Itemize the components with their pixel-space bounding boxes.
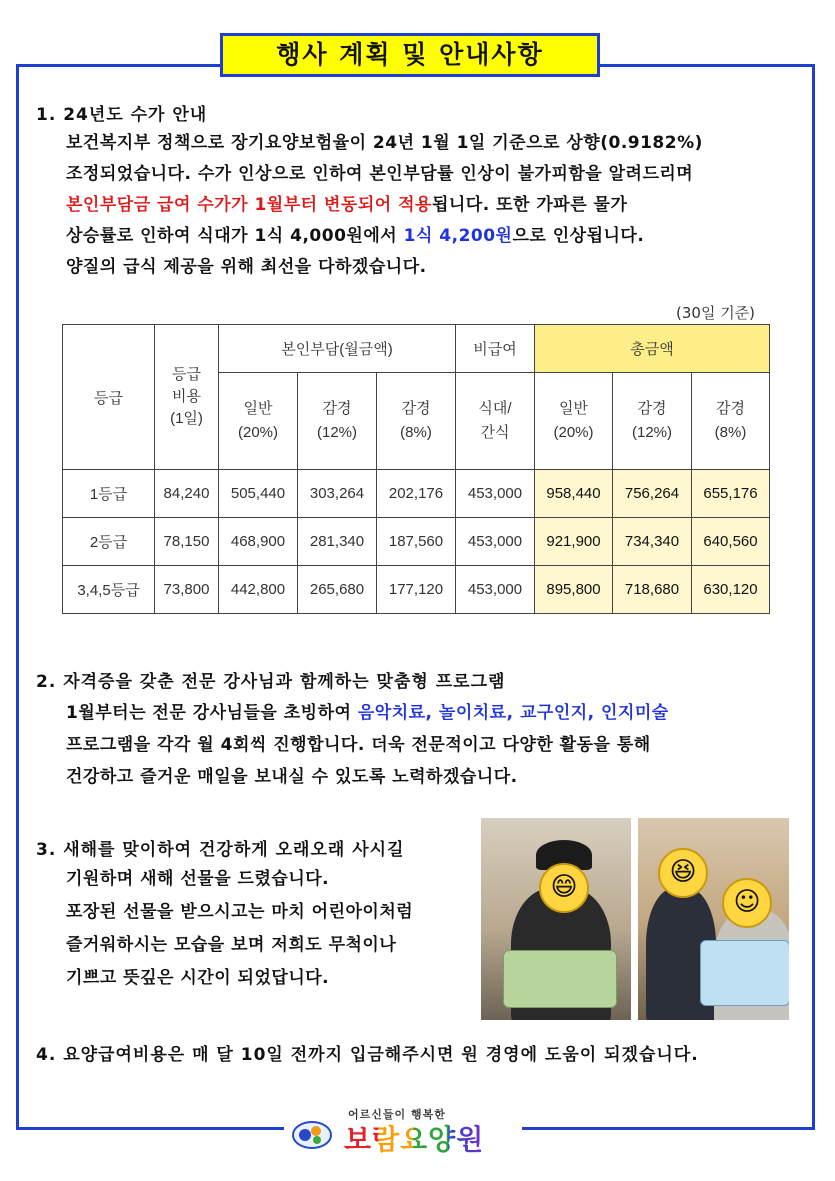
total-cell: 655,176 <box>692 470 770 518</box>
total-cell: 734,340 <box>613 518 692 566</box>
sub-header-self-general: 일반 (20%) <box>219 373 298 470</box>
sub-header-meal: 식대/ 간식 <box>456 373 535 470</box>
section-3-heading: 3. 새해를 맞이하여 건강하게 오래오래 사시길 <box>36 840 405 860</box>
total-cell: 756,264 <box>613 470 692 518</box>
section-3-line-3: 즐거워하시는 모습을 보며 저희도 무척이나 <box>66 935 397 955</box>
section-1-line-3-rest: 됩니다. 또한 가파른 물가 <box>431 195 628 215</box>
meal-price-blue-text: 1식 4,200원 <box>403 226 513 246</box>
table-row <box>63 566 770 614</box>
section-1-line-4-b: 으로 인상됩니다. <box>512 226 645 246</box>
sub-header-total-reduced-12: 감경 (12%) <box>613 373 692 470</box>
program-list-blue-text: 음악치료, 놀이치료, 교구인지, 인지미술 <box>357 703 669 723</box>
header-non-pay: 비급여 <box>456 325 535 373</box>
value-cell: 202,176 <box>377 470 456 518</box>
header-self-pay: 본인부담(월금액) <box>219 325 456 373</box>
section-2-line-1 <box>66 697 669 729</box>
header-grade-cost: 등급 비용 (1일) <box>155 325 219 470</box>
section-3-line-1: 기원하며 새해 선물을 드렸습니다. <box>66 869 330 889</box>
total-cell: 640,560 <box>692 518 770 566</box>
table-row <box>63 470 770 518</box>
logo <box>292 1106 518 1154</box>
section-1-line-1: 보건복지부 정책으로 장기요양보험율이 24년 1월 1일 기준으로 상향(0.9182%) <box>66 133 703 153</box>
section-2-line-2: 프로그램을 각각 월 4회씩 진행합니다. 더욱 전문적이고 다양한 활동을 통해 <box>66 735 651 755</box>
frame-bottom-right <box>522 1127 815 1130</box>
cost-cell: 78,150 <box>155 518 219 566</box>
frame-bottom-left <box>16 1127 284 1130</box>
total-cell: 895,800 <box>535 566 613 614</box>
value-cell: 187,560 <box>377 518 456 566</box>
value-cell: 303,264 <box>298 470 377 518</box>
notice-red-text: 본인부담금 급여 수가가 1월부터 변동되어 적용 <box>66 195 432 215</box>
header-total: 총금액 <box>535 325 770 373</box>
sub-header-total-reduced-8: 감경 (8%) <box>692 373 770 470</box>
section-1-line-3 <box>66 190 703 221</box>
gift-box <box>700 940 789 1006</box>
grade-cell: 2등급 <box>63 518 155 566</box>
table-basis-note: (30일 기준) <box>676 304 756 322</box>
section-1-heading: 1. 24년도 수가 안내 <box>36 105 208 125</box>
gift-photos <box>481 818 789 1020</box>
section-3-body <box>66 863 413 995</box>
section-2-body <box>66 697 669 793</box>
logo-tagline: 어르신들이 행복한 <box>348 1108 446 1121</box>
section-2-heading: 2. 자격증을 갖춘 전문 강사님과 함께하는 맞춤형 프로그램 <box>36 672 506 692</box>
section-2-line-1-a: 1월부터는 전문 강사님들을 초빙하여 <box>66 703 358 723</box>
value-cell: 453,000 <box>456 566 535 614</box>
table-row <box>63 518 770 566</box>
total-cell: 921,900 <box>535 518 613 566</box>
value-cell: 265,680 <box>298 566 377 614</box>
photo-left <box>481 818 631 1020</box>
section-3-line-4: 기쁘고 뜻깊은 시간이 되었답니다. <box>66 968 330 988</box>
cost-cell: 84,240 <box>155 470 219 518</box>
page-title: 행사 계획 및 안내사항 <box>220 33 600 77</box>
section-1-line-4-a: 상승률로 인하여 식대가 1식 4,000원에서 <box>66 226 404 246</box>
section-1-body <box>66 128 703 283</box>
section-4-heading: 4. 요양급여비용은 매 달 10일 전까지 입금해주시면 원 경영에 도움이 되겠습니다. <box>36 1045 699 1065</box>
value-cell: 281,340 <box>298 518 377 566</box>
header-grade: 등급 <box>63 325 155 470</box>
section-2-line-3: 건강하고 즐거운 매일을 보내실 수 있도록 노력하겠습니다. <box>66 767 518 787</box>
section-3-line-2: 포장된 선물을 받으시고는 마치 어린아이처럼 <box>66 902 414 922</box>
value-cell: 453,000 <box>456 518 535 566</box>
gift-box <box>503 950 617 1008</box>
sub-header-self-reduced-12: 감경 (12%) <box>298 373 377 470</box>
grade-cell: 3,4,5등급 <box>63 566 155 614</box>
total-cell: 630,120 <box>692 566 770 614</box>
section-1-line-4 <box>66 221 703 252</box>
smiley-face-icon: 😄 <box>539 863 589 913</box>
grade-cell: 1등급 <box>63 470 155 518</box>
logo-name <box>344 1118 484 1158</box>
photo-right <box>638 818 789 1020</box>
total-cell: 958,440 <box>535 470 613 518</box>
value-cell: 442,800 <box>219 566 298 614</box>
logo-mark-icon <box>292 1120 332 1150</box>
logo-name-text: 보람요양원 <box>344 1123 485 1156</box>
section-1-line-5: 양질의 급식 제공을 위해 최선을 다하겠습니다. <box>66 257 427 277</box>
fee-table <box>62 324 770 614</box>
value-cell: 453,000 <box>456 470 535 518</box>
sub-header-self-reduced-8: 감경 (8%) <box>377 373 456 470</box>
blushing-face-icon: ☺ <box>722 878 772 928</box>
cost-cell: 73,800 <box>155 566 219 614</box>
laughing-face-icon: 😆 <box>658 848 708 898</box>
value-cell: 505,440 <box>219 470 298 518</box>
value-cell: 468,900 <box>219 518 298 566</box>
sub-header-total-general: 일반 (20%) <box>535 373 613 470</box>
value-cell: 177,120 <box>377 566 456 614</box>
total-cell: 718,680 <box>613 566 692 614</box>
section-1-line-2: 조정되었습니다. 수가 인상으로 인하여 본인부담률 인상이 불가피함을 알려드리며 <box>66 164 694 184</box>
